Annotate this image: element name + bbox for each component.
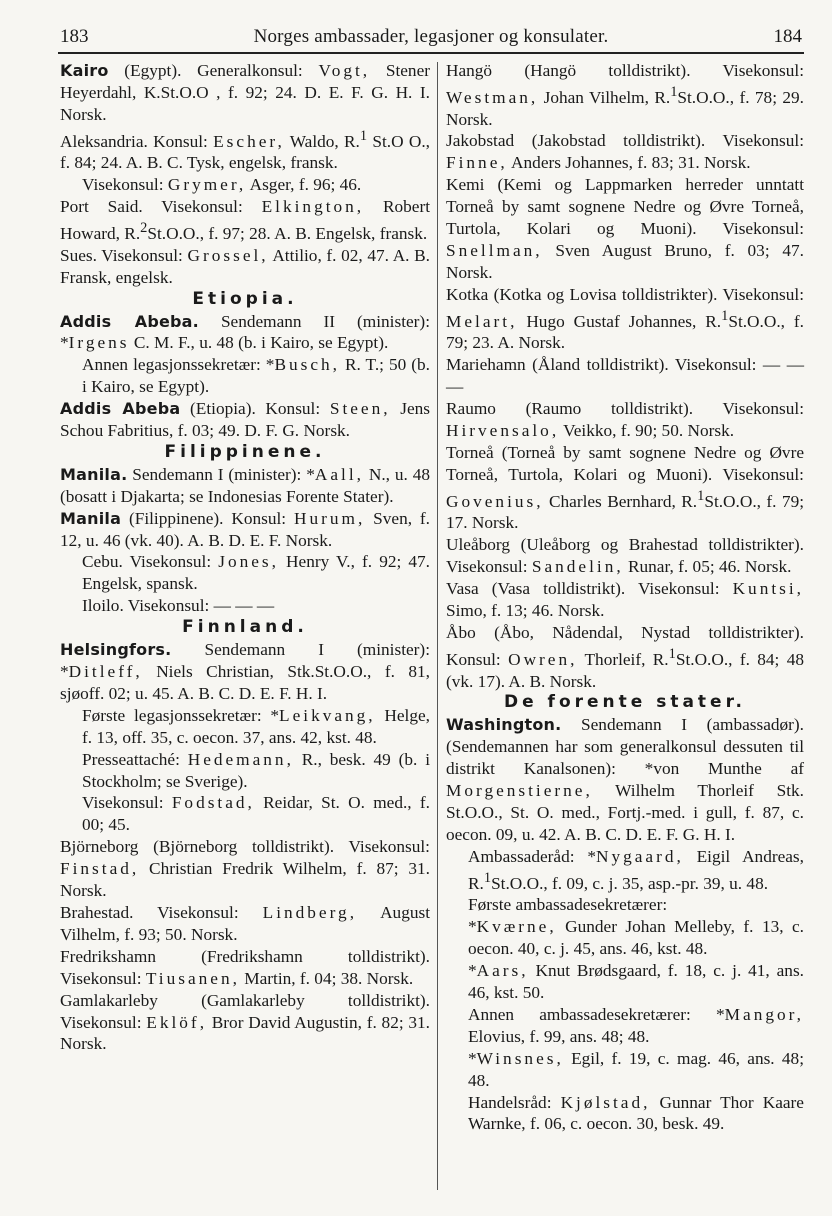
entry-text: St.O.O., f. 79; 23. A. Norsk. xyxy=(446,311,804,353)
superscript: 1 xyxy=(668,645,676,662)
entry-text: Gunder Johan Melleby, f. 13, c. oecon. 40, c. j. 45, ans. 46, kst. 48. xyxy=(468,917,804,959)
superscript: 1 xyxy=(697,487,705,504)
entry-text: St.O.O., f. 78; 29. Norsk. xyxy=(446,87,805,129)
entry-text: Jakobstad (Jakobstad tolldistrikt). Visekonsul: xyxy=(446,131,804,151)
entry-text: Sven, f. 12, u. 46 (vk. 40). A. B. D. E. F. Norsk. xyxy=(60,508,430,550)
entry-text: Handelsråd: xyxy=(468,1092,561,1112)
entry-hango xyxy=(446,60,804,130)
person-name: Hedemann, xyxy=(187,749,294,769)
city-name: Manila. xyxy=(60,464,128,484)
entry-text: Uleåborg (Uleåborg og Brahestad tolldistrikter). Visekonsul: xyxy=(446,535,804,577)
entry-text: Simo, f. 13; 46. Norsk. xyxy=(446,601,605,621)
person-name: Hurum, xyxy=(294,508,366,528)
superscript: 1 xyxy=(483,869,492,886)
entry-vasa xyxy=(446,578,804,622)
person-name: Lindberg, xyxy=(262,902,358,922)
entry-mariehamn xyxy=(446,354,804,398)
person-name: Melart, xyxy=(446,311,518,331)
entry-gamlakarleby xyxy=(60,990,430,1056)
person-name: Steen, xyxy=(329,399,391,419)
page-number-right: 184 xyxy=(773,26,802,47)
entry-text: August Vilhelm, f. 93; 50. Norsk. xyxy=(60,902,430,944)
superscript: 1 xyxy=(359,127,368,144)
entry-text: Sendemann II (minister): * xyxy=(60,311,430,353)
entry-text: Sendemann I (minister): * xyxy=(60,640,430,681)
entry-text: Wilhelm Thorleif Stk. St.O.O., St. O. med., Fortj.-med. i gull, f. 87, c. oecon. 09, u. 42. A. B. C. D. E. F. G. H. I. xyxy=(446,781,804,844)
entry-text: St.O.O., f. 97; 28. A. B. Engelsk, fransk. xyxy=(147,223,428,243)
person-name: Eklöf, xyxy=(146,1012,208,1032)
entry-manila-legation xyxy=(60,464,430,508)
entry-text: Port Said. Visekonsul: xyxy=(60,197,262,217)
entry-washington-mangor xyxy=(446,1004,804,1048)
entry-text: Hangö (Hangö tolldistrikt). Visekonsul: xyxy=(446,61,804,80)
entry-text: Thorleif, R. xyxy=(577,649,669,669)
entry-addis-abeba-legation xyxy=(60,311,430,355)
entry-kotka xyxy=(446,284,804,354)
running-title: Norges ambassader, legasjoner og konsulater. xyxy=(253,26,609,47)
person-name: Hirvensalo, xyxy=(446,421,560,441)
entry-text: * xyxy=(468,917,477,937)
person-name: Nygaard, xyxy=(595,846,684,866)
person-name: Escher, xyxy=(213,131,285,151)
entry-text: Johan Vilhelm, R. xyxy=(538,87,671,107)
entry-text: St.O O., f. 84; 24. A. B. C. Tysk, engelsk, fransk. xyxy=(60,131,430,173)
person-name: Irgens xyxy=(68,333,130,353)
entry-text: Robert Howard, R. xyxy=(60,197,430,243)
entry-text: Sven August Bruno, f. 03; 47. Norsk. xyxy=(446,241,804,282)
city-name: Kairo xyxy=(60,61,109,80)
entry-text: Cebu. Visekonsul: xyxy=(82,552,219,572)
person-name: Grossel, xyxy=(187,245,269,265)
entry-text: Charles Bernhard, R. xyxy=(543,491,698,511)
person-name: Fodstad, xyxy=(171,793,255,813)
entry-helsingfors-secretary xyxy=(60,705,430,749)
entry-text: * xyxy=(468,961,477,981)
entry-text: St.O.O., f. 09, c. j. 35, asp.-pr. 39, u. 48. xyxy=(491,873,769,893)
entry-fredrikshamn xyxy=(60,946,430,990)
person-name: Mangor, xyxy=(724,1004,804,1024)
entry-text: Knut Brødsgaard, f. 18, c. j. 41, ans. 46, kst. 50. xyxy=(468,961,804,1002)
entry-text: (Egypt). Generalkonsul: xyxy=(108,61,319,80)
entry-text: Ambassaderåd: * xyxy=(468,846,596,866)
entry-text: Henry V., f. 92; 47. Engelsk, spansk. xyxy=(82,552,430,594)
person-name: Busch, xyxy=(274,355,340,375)
entry-text: Bror David Augustin, f. 82; 31. Norsk. xyxy=(60,1012,430,1054)
right-column xyxy=(446,60,804,1135)
entry-washington-counsellor xyxy=(446,846,804,895)
person-name: Westman, xyxy=(446,87,539,107)
person-name: Jones, xyxy=(218,552,279,572)
entry-text: Visekonsul: xyxy=(82,175,168,195)
entry-aleksandria-visekonsul xyxy=(60,174,430,196)
person-name: Aars, xyxy=(476,961,529,981)
person-name: Finne, xyxy=(446,153,508,173)
entry-text: (Etiopia). Konsul: xyxy=(180,399,330,419)
entry-washington xyxy=(446,714,804,845)
entry-text: Annen legasjonssekretær: * xyxy=(82,355,275,375)
entry-text: Første legasjonssekretær: * xyxy=(82,705,280,725)
entry-helsingfors-visekonsul xyxy=(60,792,430,836)
page-number-left: 183 xyxy=(60,26,89,47)
entry-washington-kvaerne xyxy=(446,916,804,960)
entry-helsingfors xyxy=(60,639,430,705)
entry-washington-first-secretaries-label xyxy=(446,894,804,916)
entry-text: Fredrikshamn (Fredrikshamn tolldistrikt). Visekonsul: xyxy=(60,946,430,988)
entry-text: Sendemann I (ambassadør). (Sendemannen har som generalkonsul dessuten til distrikt Kanalsonen): *von Munthe af xyxy=(446,715,804,779)
entry-text: Anders Johannes, f. 83; 31. Norsk. xyxy=(507,153,751,173)
entry-bjorneborg xyxy=(60,836,430,902)
entry-text: Iloilo. Visekonsul: — — — xyxy=(82,596,275,616)
entry-text: N., u. 48 (bosatt i Djakarta; se Indonesias Forente Stater). xyxy=(60,464,430,506)
person-name: Vogt, xyxy=(318,61,371,80)
person-name: Elkington, xyxy=(261,197,365,217)
entry-abo xyxy=(446,622,804,692)
person-name: Aall, xyxy=(314,464,364,484)
entry-text: R., besk. 49 (b. i Stockholm; se Sverige). xyxy=(82,749,430,791)
entry-text: St.O.O., f. 79; 17. Norsk. xyxy=(446,491,805,533)
person-name: Owren, xyxy=(508,649,578,669)
entry-washington-winsnes xyxy=(446,1048,804,1092)
entry-text: Visekonsul: xyxy=(82,793,172,813)
person-name: Snellman, xyxy=(446,241,543,261)
entry-text: * xyxy=(468,1048,477,1068)
entry-text: Mariehamn (Åland tolldistrikt). Visekonsul: — — — xyxy=(446,355,804,397)
entry-text: Reidar, St. O. med., f. 00; 45. xyxy=(82,793,430,835)
entry-text: Attilio, f. 02, 47. A. B. Fransk, engelsk. xyxy=(60,245,431,287)
entry-text: Kemi (Kemi og Lappmarken herreder unntatt Torneå by samt sognene Nedre og Øvre Torneå, Turtola, Kolari og Muoni). Visekonsul: xyxy=(446,175,804,239)
entry-manila-consul xyxy=(60,508,430,552)
entry-text: Presseattaché: xyxy=(82,749,188,769)
person-name: Morgenstierne, xyxy=(446,781,593,801)
entry-text: Annen ambassadesekretærer: * xyxy=(468,1004,725,1024)
entry-tornea xyxy=(446,442,804,534)
section-heading-finnland: Finnland. xyxy=(182,617,308,638)
entry-text: Torneå (Torneå by samt sognene Nedre og Øvre Torneå, Turtola, Kolari og Muoni). Visekonsul: xyxy=(446,442,804,484)
entry-text: Niels Christian, Stk.St.O.O., f. 81, sjøoff. 02; u. 45. A. B. C. D. E. F. H. I. xyxy=(60,662,430,703)
entry-jakobstad xyxy=(446,130,804,174)
entry-text: Kotka (Kotka og Lovisa tolldistrikter). Visekonsul: xyxy=(446,284,804,304)
running-header xyxy=(58,22,804,54)
person-name: Leikvang, xyxy=(279,705,376,725)
entry-text: Gunnar Thor Kaare Warnke, f. 06, c. oecon. 30, besk. 49. xyxy=(468,1092,804,1134)
city-name: Helsingfors. xyxy=(60,640,172,660)
entry-text: Christian Fredrik Wilhelm, f. 87; 31. Norsk. xyxy=(60,859,430,901)
entry-text: St.O.O., f. 84; 48 (vk. 17). A. B. Norsk. xyxy=(446,649,804,691)
entry-text: Sendemann I (minister): * xyxy=(127,464,315,484)
entry-text: Sues. Visekonsul: xyxy=(60,245,188,265)
entry-text: Runar, f. 05; 46. Norsk. xyxy=(623,557,792,577)
section-heading-etiopia: Etiopia. xyxy=(192,288,298,309)
entry-text: Björneborg (Björneborg tolldistrikt). Visekonsul: xyxy=(60,837,430,857)
entry-text: Helge, f. 13, off. 35, c. oecon. 37, ans. 42, kst. 48. xyxy=(82,705,430,747)
person-name: Govenius, xyxy=(446,491,544,511)
city-name: Manila xyxy=(60,508,122,528)
entry-port-said xyxy=(60,196,430,245)
entry-text: Vasa (Vasa tolldistrikt). Visekonsul: xyxy=(446,579,733,599)
header-rule xyxy=(58,52,804,54)
entry-text: Jens Schou Fabritius, f. 03; 49. D. F. G. Norsk. xyxy=(60,399,430,441)
person-name: Kværne, xyxy=(476,917,557,937)
entry-text: Eigil Andreas, R. xyxy=(468,846,804,893)
person-name: Sandelin, xyxy=(531,557,624,577)
person-name: Winsnes, xyxy=(476,1048,564,1068)
entry-text: Veikko, f. 90; 50. Norsk. xyxy=(559,421,735,441)
entry-helsingfors-press xyxy=(60,749,430,793)
entry-text: Egil, f. 19, c. mag. 46, ans. 48; 48. xyxy=(468,1048,804,1090)
city-name: Addis Abeba xyxy=(60,399,181,419)
entry-text: Gamlakarleby (Gamlakarleby tolldistrikt). Visekonsul: xyxy=(60,990,430,1032)
superscript: 2 xyxy=(140,220,148,237)
entry-text: Første ambassadesekretærer: xyxy=(468,895,668,915)
entry-addis-abeba-consul xyxy=(60,398,430,442)
entry-text: C. M. F., u. 48 (b. i Kairo, se Egypt). xyxy=(129,333,389,353)
entry-text: R. T.; 50 (b. i Kairo, se Egypt). xyxy=(82,355,430,397)
entry-text: Åbo (Åbo, Nådendal, Nystad tolldistrikter). Konsul: xyxy=(446,622,804,669)
city-name: Washington. xyxy=(446,715,562,735)
entry-brahestad xyxy=(60,902,430,946)
entry-text: Raumo (Raumo tolldistrikt). Visekonsul: xyxy=(446,399,804,419)
entry-text: Stener Heyerdahl, K.St.O.O , f. 92; 24. D. E. F. G. H. I. Norsk. xyxy=(60,61,430,124)
entry-aleksandria xyxy=(60,126,430,175)
column-divider xyxy=(437,62,438,1190)
person-name: Kjølstad, xyxy=(560,1092,651,1112)
entry-kairo xyxy=(60,60,430,126)
entry-addis-abeba-secretary xyxy=(60,354,430,398)
entry-text: Asger, f. 96; 46. xyxy=(246,175,362,195)
entry-text: Aleksandria. Konsul: xyxy=(60,131,214,151)
entry-cebu xyxy=(60,551,430,595)
person-name: Tiusanen, xyxy=(145,968,240,988)
entry-text: (Filippinene). Konsul: xyxy=(121,508,294,528)
entry-kemi xyxy=(446,174,804,284)
entry-text: Hugo Gustaf Johannes, R. xyxy=(517,311,722,331)
entry-text: Brahestad. Visekonsul: xyxy=(60,902,263,922)
person-name: Grymer, xyxy=(167,175,247,195)
entry-washington-kjolstad xyxy=(446,1092,804,1136)
section-heading-filippinene: Filippinene. xyxy=(164,441,326,462)
entry-washington-aars xyxy=(446,960,804,1004)
entry-text: Waldo, R. xyxy=(284,131,360,151)
entry-uleaborg xyxy=(446,534,804,578)
person-name: Finstad, xyxy=(60,859,140,879)
city-name: Addis Abeba. xyxy=(60,311,199,331)
entry-iloilo xyxy=(60,595,430,617)
left-column xyxy=(60,60,430,1055)
superscript: 1 xyxy=(670,83,678,100)
person-name: Ditleff, xyxy=(68,662,143,681)
entry-sues xyxy=(60,245,430,289)
superscript: 1 xyxy=(721,307,729,324)
entry-text: Martin, f. 04; 38. Norsk. xyxy=(239,968,414,988)
section-heading-de-forente-stater: De forente stater. xyxy=(503,692,747,713)
entry-raumo xyxy=(446,398,804,442)
person-name: Kuntsi, xyxy=(732,579,804,599)
entry-text: Elovius, f. 99, ans. 48; 48. xyxy=(468,1026,650,1046)
